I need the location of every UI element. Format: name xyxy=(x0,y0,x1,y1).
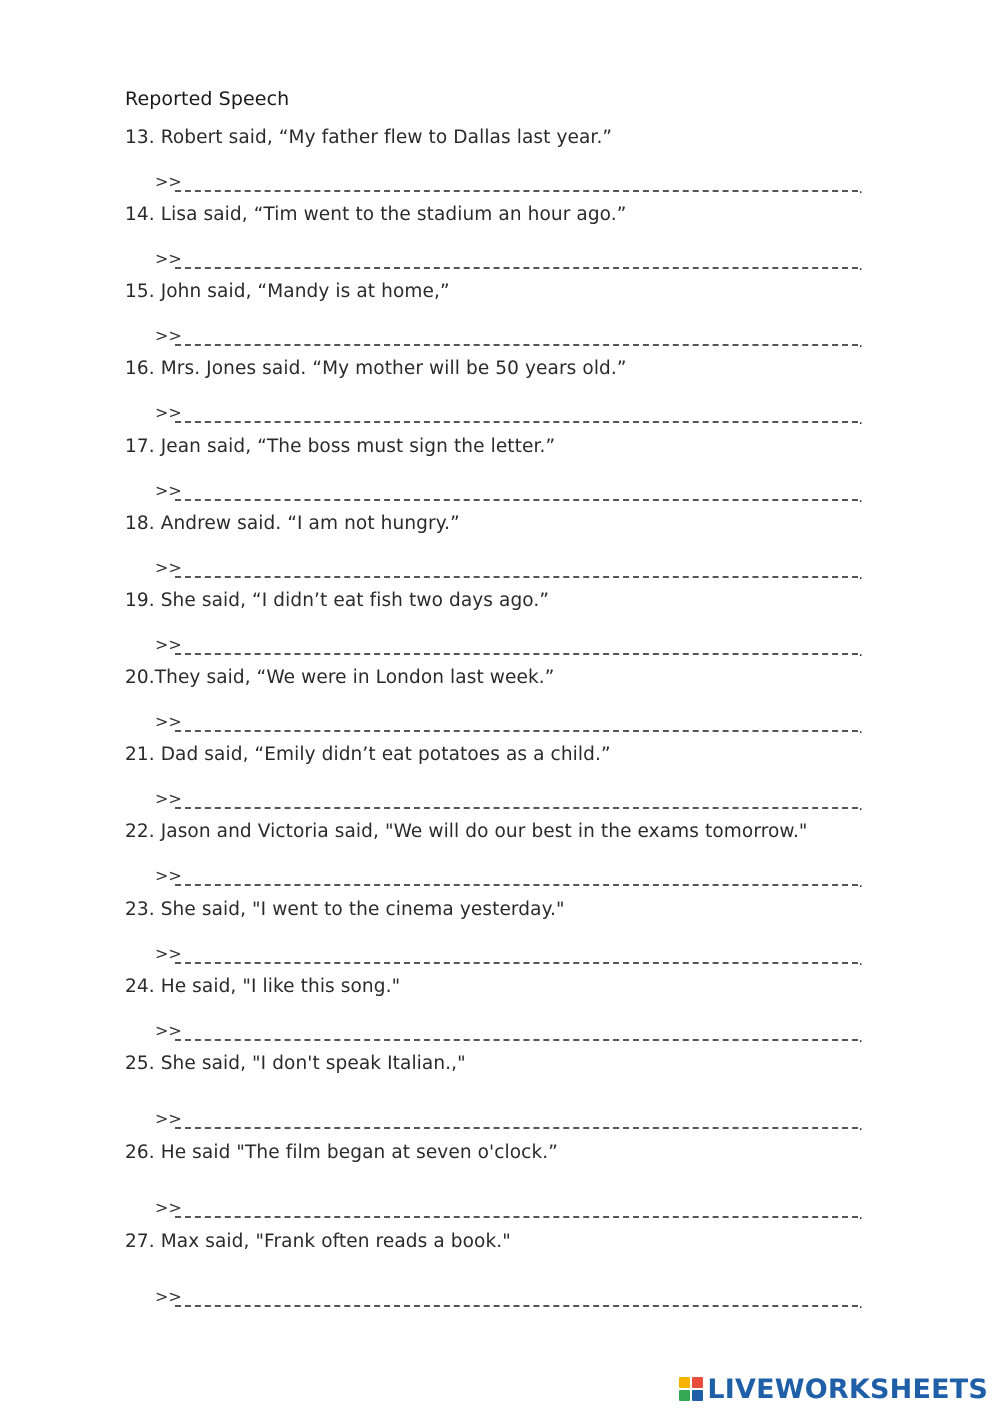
answer-line xyxy=(175,730,858,732)
answer-prefix: >> xyxy=(155,403,182,422)
answer-field-26[interactable] xyxy=(155,1196,863,1222)
answer-field-19[interactable] xyxy=(155,633,863,659)
answer-end: . xyxy=(858,490,863,506)
answer-field-13[interactable] xyxy=(155,170,863,196)
answer-prefix: >> xyxy=(155,1198,182,1217)
question-20: 20.They said, “We were in London last week.” xyxy=(125,667,555,688)
logo-square xyxy=(679,1377,690,1388)
question-14: 14. Lisa said, “Tim went to the stadium an hour ago.” xyxy=(125,204,627,225)
answer-prefix: >> xyxy=(155,944,182,963)
answer-end: . xyxy=(858,1118,863,1134)
answer-end: . xyxy=(858,335,863,351)
answer-line xyxy=(175,962,858,964)
question-21: 21. Dad said, “Emily didn’t eat potatoes as a child.” xyxy=(125,744,611,765)
answer-prefix: >> xyxy=(155,249,182,268)
answer-line xyxy=(175,344,858,346)
answer-end: . xyxy=(858,798,863,814)
logo-square xyxy=(692,1390,703,1401)
answer-prefix: >> xyxy=(155,558,182,577)
brand-name: LIVEWORKSHEETS xyxy=(707,1373,988,1405)
question-15: 15. John said, “Mandy is at home,” xyxy=(125,281,450,302)
answer-end: . xyxy=(858,412,863,428)
answer-prefix: >> xyxy=(155,326,182,345)
answer-field-16[interactable] xyxy=(155,401,863,427)
answer-prefix: >> xyxy=(155,481,182,500)
answer-prefix: >> xyxy=(155,789,182,808)
footer-branding xyxy=(679,1374,988,1404)
question-25: 25. She said, "I don't speak Italian.," xyxy=(125,1053,466,1074)
answer-field-25[interactable] xyxy=(155,1107,863,1133)
question-23: 23. She said, "I went to the cinema yesterday." xyxy=(125,899,565,920)
answer-line xyxy=(175,807,858,809)
answer-field-15[interactable] xyxy=(155,324,863,350)
liveworksheets-logo-icon xyxy=(679,1377,703,1401)
answer-field-21[interactable] xyxy=(155,787,863,813)
question-13: 13. Robert said, “My father flew to Dallas last year.” xyxy=(125,127,613,148)
answer-line xyxy=(175,1127,858,1129)
question-27: 27. Max said, "Frank often reads a book." xyxy=(125,1231,511,1252)
answer-line xyxy=(175,576,858,578)
answer-field-20[interactable] xyxy=(155,710,863,736)
answer-prefix: >> xyxy=(155,712,182,731)
answer-field-27[interactable] xyxy=(155,1285,863,1311)
answer-end: . xyxy=(858,644,863,660)
answer-end: . xyxy=(858,721,863,737)
answer-end: . xyxy=(858,1207,863,1223)
answer-prefix: >> xyxy=(155,172,182,191)
answer-line xyxy=(175,1039,858,1041)
worksheet-title: Reported Speech xyxy=(125,88,290,110)
answer-line xyxy=(175,267,858,269)
logo-square xyxy=(679,1390,690,1401)
answer-prefix: >> xyxy=(155,635,182,654)
logo-square xyxy=(692,1377,703,1388)
question-24: 24. He said, "I like this song." xyxy=(125,976,401,997)
answer-end: . xyxy=(858,181,863,197)
question-18: 18. Andrew said. “I am not hungry.” xyxy=(125,513,460,534)
answer-field-22[interactable] xyxy=(155,864,863,890)
answer-line xyxy=(175,1216,858,1218)
answer-line xyxy=(175,884,858,886)
answer-end: . xyxy=(858,953,863,969)
answer-end: . xyxy=(858,875,863,891)
answer-line xyxy=(175,421,858,423)
answer-prefix: >> xyxy=(155,1109,182,1128)
answer-prefix: >> xyxy=(155,1021,182,1040)
answer-end: . xyxy=(858,1296,863,1312)
answer-prefix: >> xyxy=(155,866,182,885)
question-17: 17. Jean said, “The boss must sign the letter.” xyxy=(125,436,556,457)
answer-field-18[interactable] xyxy=(155,556,863,582)
question-16: 16. Mrs. Jones said. “My mother will be 50 years old.” xyxy=(125,358,627,379)
answer-prefix: >> xyxy=(155,1287,182,1306)
question-22: 22. Jason and Victoria said, "We will do our best in the exams tomorrow." xyxy=(125,821,808,842)
question-19: 19. She said, “I didn’t eat fish two days ago.” xyxy=(125,590,550,611)
answer-end: . xyxy=(858,1030,863,1046)
question-26: 26. He said "The film began at seven o'clock.” xyxy=(125,1142,558,1163)
answer-field-17[interactable] xyxy=(155,479,863,505)
answer-field-23[interactable] xyxy=(155,942,863,968)
answer-field-24[interactable] xyxy=(155,1019,863,1045)
answer-line xyxy=(175,190,858,192)
answer-line xyxy=(175,653,858,655)
answer-end: . xyxy=(858,567,863,583)
answer-line xyxy=(175,499,858,501)
answer-line xyxy=(175,1305,858,1307)
answer-end: . xyxy=(858,258,863,274)
answer-field-14[interactable] xyxy=(155,247,863,273)
